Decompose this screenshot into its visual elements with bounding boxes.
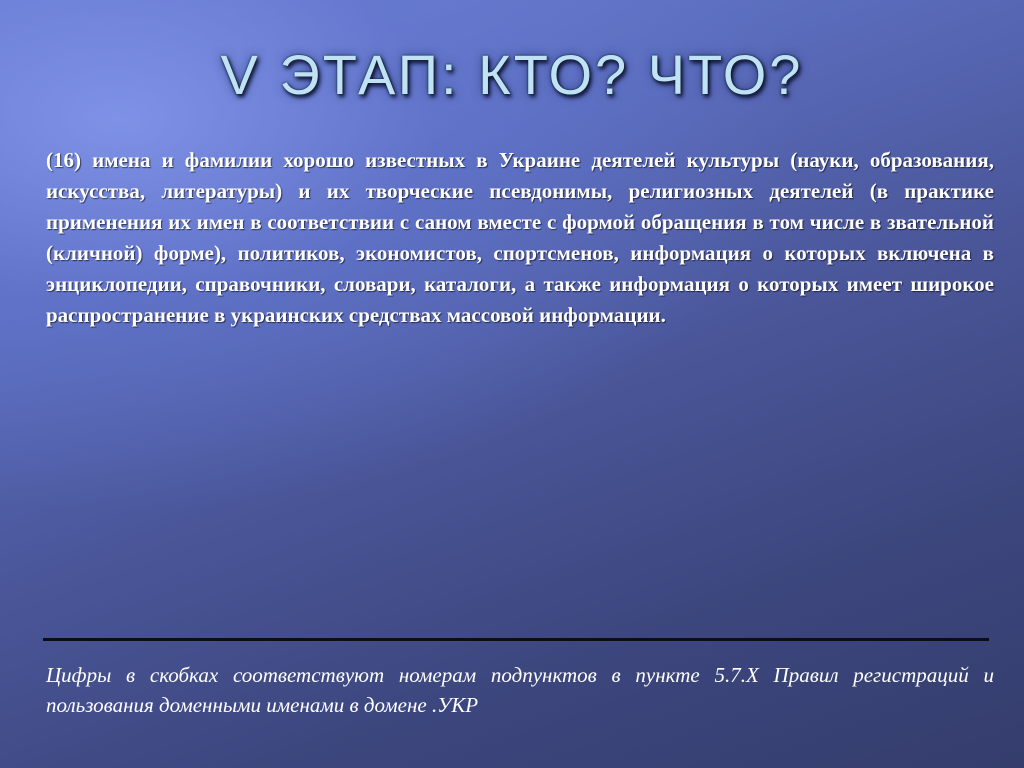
slide-title: V ЭТАП: КТО? ЧТО? — [220, 43, 804, 106]
footnote-divider — [43, 638, 989, 641]
slide-body-text: (16) имена и фамилии хорошо известных в Украине деятелей культуры (науки, образования, искусства, литературы) и их творческие псевдонимы, религиозных деятелей (в практике применения их имен в соответствии с саном вместе с формой обращения в том числе в звательной (кличной) форме), политиков, экономистов, спортсменов, информация о которых включена в энциклопедии, справочники, словари, каталоги, а также информация о которых имеет широкое распространение в украинских средствах массовой информации. — [46, 148, 994, 327]
slide-footnote: Цифры в скобках соответствуют номерам подпунктов в пункте 5.7.X Правил регистраций и пользования доменными именами в домене .УКР — [46, 663, 994, 717]
